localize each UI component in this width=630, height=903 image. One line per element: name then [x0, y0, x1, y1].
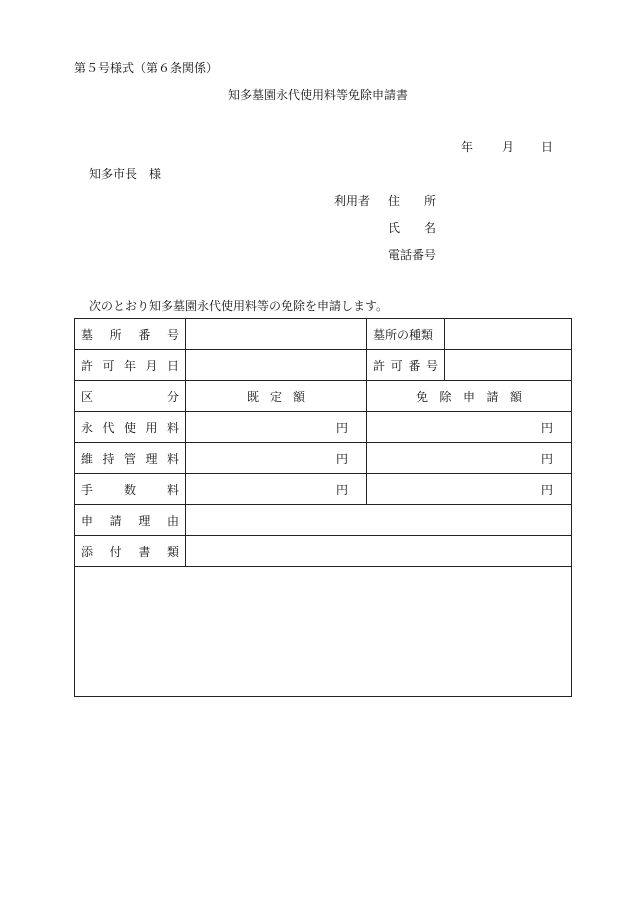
permit-date-label [75, 350, 186, 381]
applicant-phone-label: 電話番号 [388, 248, 437, 262]
table-row [75, 474, 572, 505]
category-text: 区 分 [81, 389, 179, 404]
permit-number-text: 許 可 番 号 [373, 358, 438, 373]
standard-amount-header [186, 381, 367, 412]
date-day: 日 [541, 140, 554, 154]
standard-amount-text: 既 定 額 [247, 389, 305, 404]
category-label [75, 381, 186, 412]
applicant-label: 利用者 [334, 194, 371, 208]
standard-amount-handling[interactable]: 円 [186, 474, 367, 505]
attachments-label [75, 536, 186, 567]
permit-date-text: 許 可 年 月 日 [81, 358, 179, 373]
table-row [75, 319, 572, 350]
grave-number-text: 墓 所 番 号 [81, 327, 179, 342]
document-title: 知多墓園永代使用料等免除申請書 [228, 88, 409, 102]
addressee: 知多市長 様 [89, 167, 162, 181]
applicant-name-label: 氏 名 [388, 221, 437, 235]
attachments-text: 添 付 書 類 [81, 544, 179, 559]
reason-detail-area[interactable] [75, 567, 572, 697]
fee-label-handling [75, 474, 186, 505]
fee-perpetual-use-text: 永 代 使 用 料 [81, 420, 179, 435]
fee-label-perpetual-use [75, 412, 186, 443]
table-row [75, 443, 572, 474]
standard-amount-perpetual-use[interactable]: 円 [186, 412, 367, 443]
exemption-amount-maintenance[interactable]: 円 [367, 443, 572, 474]
reason-text: 申 請 理 由 [81, 513, 179, 528]
intro-text: 次のとおり知多墓園永代使用料等の免除を申請します。 [89, 299, 389, 313]
table-row [75, 350, 572, 381]
form-number: 第５号様式（第６条関係） [74, 61, 219, 75]
date-year: 年 [461, 140, 474, 154]
attachments-field[interactable] [186, 536, 572, 567]
grave-number-label [75, 319, 186, 350]
permit-number-field[interactable] [445, 350, 572, 381]
fee-handling-text: 手 数 料 [81, 482, 179, 497]
permit-number-label [367, 350, 445, 381]
permit-date-field[interactable] [186, 350, 367, 381]
fee-maintenance-text: 維 持 管 理 料 [81, 451, 179, 466]
date-month: 月 [502, 140, 515, 154]
table-row [75, 381, 572, 412]
reason-label [75, 505, 186, 536]
exemption-amount-header [367, 381, 572, 412]
exemption-amount-perpetual-use[interactable]: 円 [367, 412, 572, 443]
grave-type-field[interactable] [445, 319, 572, 350]
grave-type-label: 墓所の種類 [367, 319, 445, 350]
fee-label-maintenance [75, 443, 186, 474]
table-row [75, 412, 572, 443]
table-row [75, 505, 572, 536]
table-row [75, 567, 572, 697]
exemption-amount-handling[interactable]: 円 [367, 474, 572, 505]
exemption-amount-text: 免 除 申 請 額 [416, 389, 522, 404]
standard-amount-maintenance[interactable]: 円 [186, 443, 367, 474]
applicant-address-label: 住 所 [388, 194, 437, 208]
table-row [75, 536, 572, 567]
application-table [74, 318, 572, 697]
reason-field[interactable] [186, 505, 572, 536]
grave-number-field[interactable] [186, 319, 367, 350]
